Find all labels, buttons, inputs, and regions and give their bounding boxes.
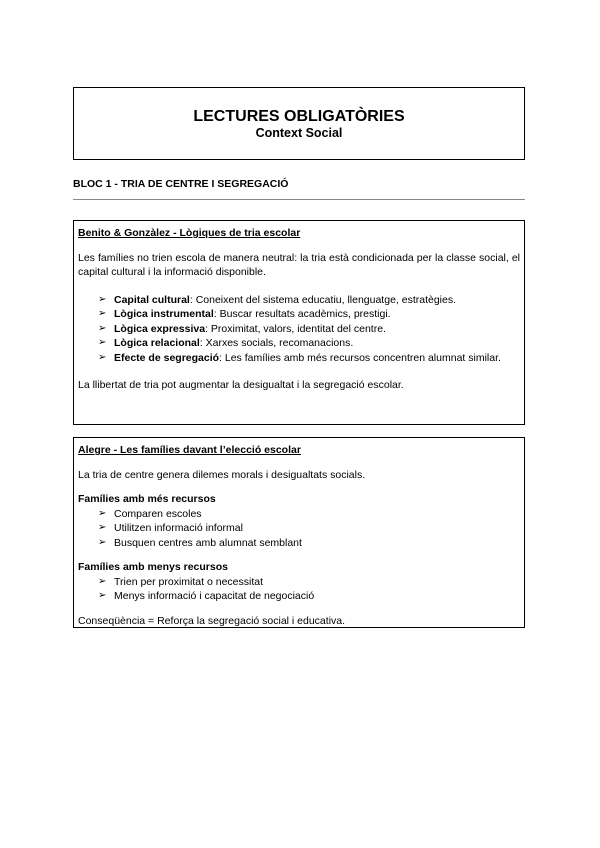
list-item — [78, 307, 520, 322]
intro-paragraph: La tria de centre genera dilemes morals i desigualtats socials. — [78, 468, 366, 481]
list-item — [78, 521, 520, 536]
conclusion-paragraph: La llibertat de tria pot augmentar la desigualtat i la segregació escolar. — [78, 379, 404, 391]
list-item-text: : Les famílies amb més recursos concentren alumnat similar. — [219, 351, 501, 364]
list-item-text: : Proximitat, valors, identitat del centre. — [205, 322, 386, 335]
document-title: LECTURES OBLIGATÒRIES — [193, 108, 405, 125]
list-item-text: Utilitzen informació informal — [114, 522, 243, 534]
list-item — [78, 575, 520, 590]
list-item — [78, 336, 520, 351]
list-item-text: : Xarxes socials, recomanacions. — [199, 337, 354, 349]
list-item-term: Capital cultural — [114, 293, 190, 306]
box-title: Alegre - Les famílies davant l’elecció escolar — [78, 444, 301, 456]
arrow-bullet-icon: ➢ — [98, 337, 107, 348]
list-item — [78, 589, 520, 604]
reading-box-benito-gonzalez — [73, 220, 525, 425]
group-title-fewer-resources: Famílies amb menys recursos — [78, 561, 228, 573]
arrow-bullet-icon: ➢ — [98, 322, 107, 334]
list-item — [78, 351, 520, 366]
list-item-term: Lògica instrumental — [114, 308, 214, 320]
list-item — [78, 322, 520, 337]
list-item — [78, 293, 520, 308]
reading-box-alegre — [73, 437, 525, 628]
section-heading: BLOC 1 - TRIA DE CENTRE I SEGREGACIÓ — [73, 178, 289, 190]
list-item-text: Busquen centres amb alumnat semblant — [114, 536, 302, 549]
more-resources-list — [78, 507, 520, 551]
list-item-text: Comparen escoles — [114, 507, 202, 520]
list-item-term: Lògica expressiva — [114, 322, 206, 335]
box-title: Benito & Gonzàlez - Lògiques de tria escolar — [78, 227, 301, 239]
conclusion-paragraph: Conseqüència = Reforça la segregació social i educativa. — [78, 614, 346, 627]
list-item-term: Efecte de segregació — [114, 351, 220, 364]
arrow-bullet-icon: ➢ — [98, 536, 107, 548]
list-item — [78, 536, 520, 551]
arrow-bullet-icon: ➢ — [98, 522, 107, 533]
arrow-bullet-icon: ➢ — [98, 351, 107, 363]
document-subtitle: Context Social — [255, 126, 343, 140]
group-title-more-resources: Famílies amb més recursos — [78, 493, 216, 505]
list-item-text: Menys informació i capacitat de negociació — [114, 590, 315, 602]
intro-paragraph: Les famílies no trien escola de manera neutral: la tria està condicionada per la classe social, el capital cultural i la informació disponible. — [78, 251, 520, 278]
arrow-bullet-icon: ➢ — [98, 590, 107, 601]
section-divider — [73, 199, 525, 200]
logic-list — [78, 293, 520, 366]
list-item-text: : Buscar resultats acadèmics, prestigi. — [213, 308, 391, 320]
arrow-bullet-icon: ➢ — [98, 293, 107, 305]
arrow-bullet-icon: ➢ — [98, 308, 107, 319]
arrow-bullet-icon: ➢ — [98, 507, 107, 519]
list-item-term: Lògica relacional — [114, 337, 200, 349]
title-box — [73, 87, 525, 160]
list-item-text: : Coneixent del sistema educatiu, llenguatge, estratègies. — [189, 293, 457, 306]
list-item-text: Trien per proximitat o necessitat — [114, 575, 264, 588]
arrow-bullet-icon: ➢ — [98, 575, 107, 587]
fewer-resources-list — [78, 575, 520, 604]
list-item — [78, 507, 520, 522]
